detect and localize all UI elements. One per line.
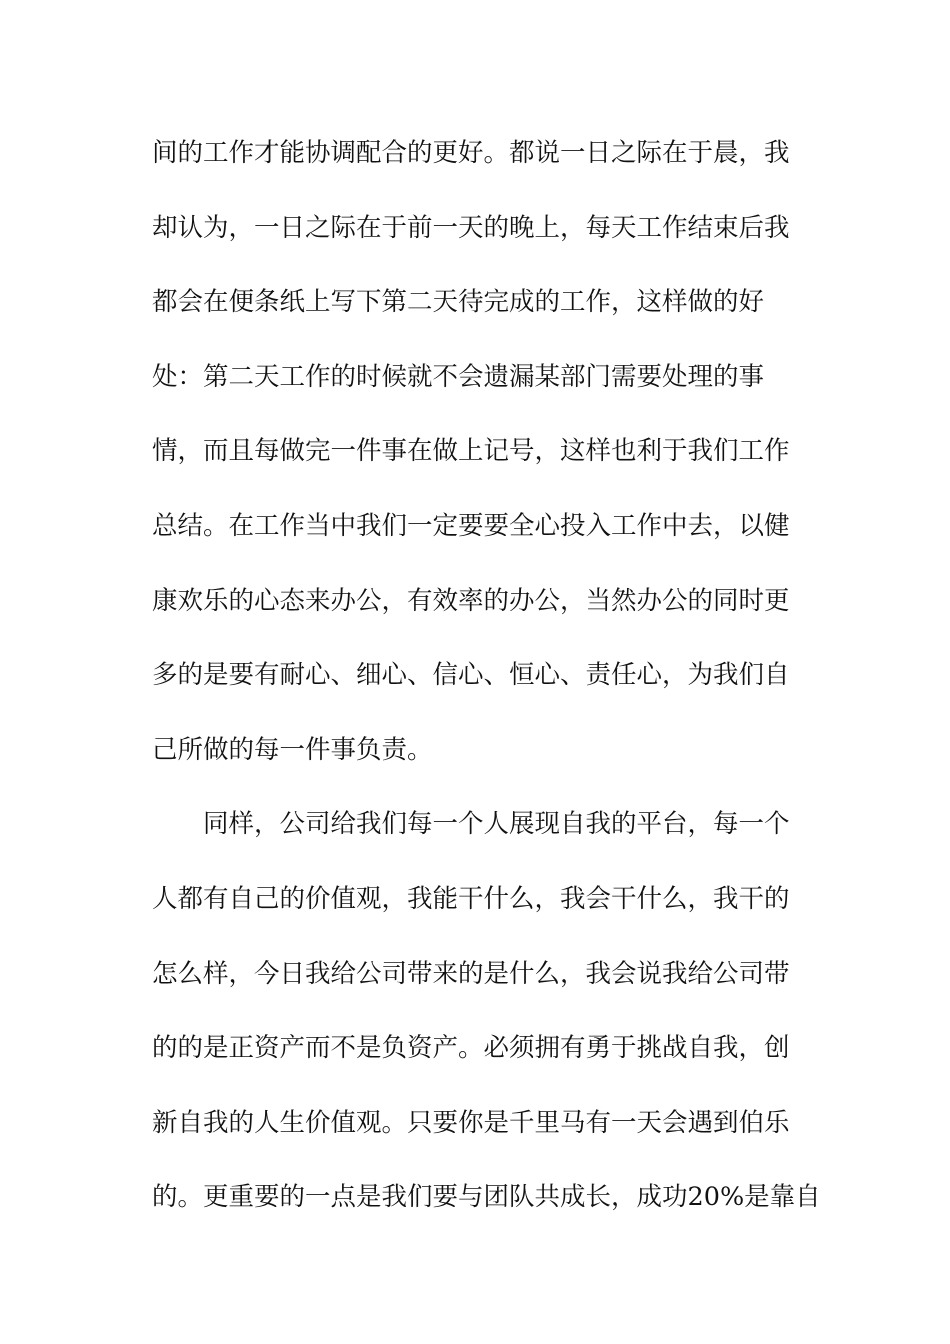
text-line: 的的是正资产而不是负资产。必须拥有勇于挑战自我，创 — [152, 1033, 790, 1064]
text-line: 己所做的每一件事负责。 — [152, 734, 433, 765]
paragraph-start-line: 同样，公司给我们每一个人展现自我的平台，每一个 — [203, 809, 790, 840]
text-line: 康欢乐的心态来办公，有效率的办公，当然办公的同时更 — [152, 585, 790, 616]
text-line: 总结。在工作当中我们一定要要全心投入工作中去，以健 — [152, 510, 790, 541]
text-line: 都会在便条纸上写下第二天待完成的工作，这样做的好 — [152, 287, 765, 318]
text-line: 人都有自己的价值观，我能干什么，我会干什么，我干的 — [152, 883, 790, 914]
text-line: 多的是要有耐心、细心、信心、恒心、责任心，为我们自 — [152, 660, 790, 691]
text-line: 情，而且每做完一件事在做上记号，这样也利于我们工作 — [152, 436, 790, 467]
body-text — [152, 130, 832, 1249]
text-line: 却认为，一日之际在于前一天的晚上，每天工作结束后我 — [152, 212, 790, 243]
text-line: 间的工作才能协调配合的更好。都说一日之际在于晨，我 — [152, 138, 790, 168]
text-line: 怎么样，今日我给公司带来的是什么，我会说我给公司带 — [152, 958, 790, 989]
text-line: 新自我的人生价值观。只要你是千里马有一天会遇到伯乐 — [152, 1107, 790, 1138]
text-line: 处：第二天工作的时候就不会遗漏某部门需要处理的事 — [152, 361, 765, 392]
text-line: 的。更重要的一点是我们要与团队共成长，成功20%是靠自 — [152, 1182, 821, 1213]
